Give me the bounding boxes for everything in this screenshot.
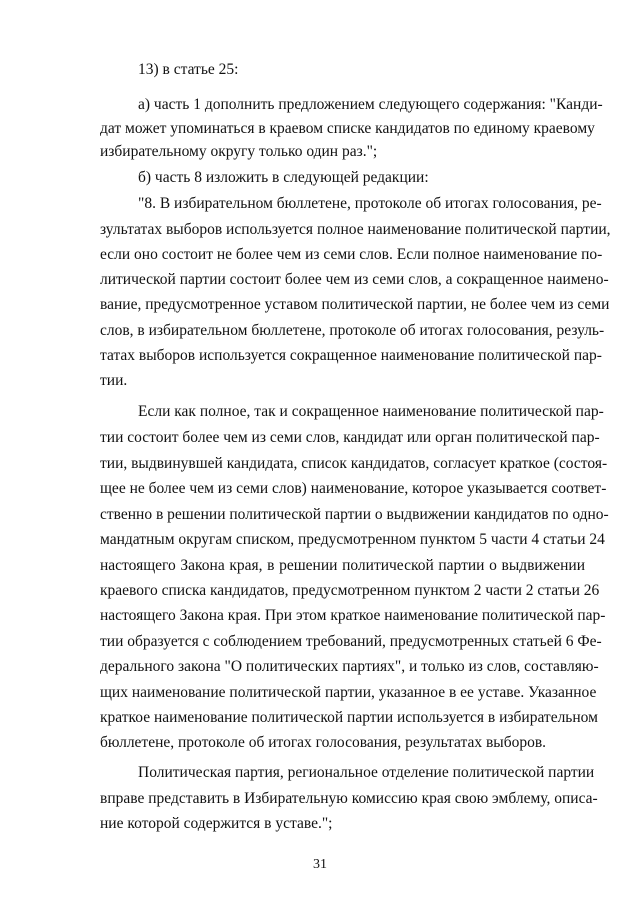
text-line-1: 13) в статье 25: [138,61,239,78]
text-line-17: щее не более чем из семи слов) наименование, которое указывается соответ- [100,480,607,497]
text-line-13: тии. [100,372,128,389]
text-line-7: зультатах выборов используется полное наименование политической партии, [100,221,611,238]
text-line-23: тии образуется с соблюдением требований, предусмотренных статьей 6 Фе- [100,633,602,650]
text-line-25: щих наименование политической партии, указанное в ее уставе. Указанное [100,684,597,701]
text-line-15: тии состоит более чем из семи слов, кандидат или орган политической пар- [100,429,600,446]
text-line-2: а) часть 1 дополнить предложением следующего содержания: "Канди- [138,96,603,113]
page-number: 31 [313,857,327,872]
text-line-3: дат может упоминаться в краевом списке кандидатов по единому краевому [100,120,595,137]
text-line-30: ние которой содержится в уставе."; [100,815,333,832]
text-line-5: б) часть 8 изложить в следующей редакции: [138,169,429,186]
text-line-14: Если как полное, так и сокращенное наименование политической пар- [138,403,604,420]
text-line-10: вание, предусмотренное уставом политической партии, не более чем из семи [100,296,610,313]
text-line-27: бюллетене, протоколе об итогах голосования, результатах выборов. [100,734,547,751]
text-line-8: если оно состоит не более чем из семи слов. Если полное наименование по- [100,246,603,263]
text-line-6: "8. В избирательном бюллетене, протоколе об итогах голосования, ре- [138,195,602,212]
text-line-16: тии, выдвинувшей кандидата, список кандидатов, согласует краткое (состоя- [100,455,608,472]
text-line-22: настоящего Закона края. При этом краткое наименование политической пар- [100,607,606,624]
text-line-9: литической партии состоит более чем из семи слов, а сокращенное наимено- [100,271,609,288]
text-line-29: вправе представить в Избирательную комиссию края свою эмблему, описа- [100,790,598,807]
text-line-19: мандатным округам списком, предусмотренном пунктом 5 части 4 статьи 24 [100,531,605,548]
text-line-21: краевого списка кандидатов, предусмотренном пунктом 2 части 2 статьи 26 [100,582,600,599]
text-line-24: дерального закона "О политических партиях", и только из слов, составляю- [100,658,599,675]
text-line-11: слов, в избирательном бюллетене, протоколе об итогах голосования, резуль- [100,322,605,339]
text-line-18: ственно в решении политической партии о выдвижении кандидатов по одно- [100,506,609,523]
text-line-28: Политическая партия, региональное отделение политической партии [138,764,595,781]
text-line-4: избирательному округу только один раз."; [100,143,378,160]
text-line-26: краткое наименование политической партии используется в избирательном [100,709,598,726]
text-line-20: настоящего Закона края, в решении политической партии о выдвижении [100,557,585,574]
text-line-12: татах выборов используется сокращенное наименование политической пар- [100,347,602,364]
